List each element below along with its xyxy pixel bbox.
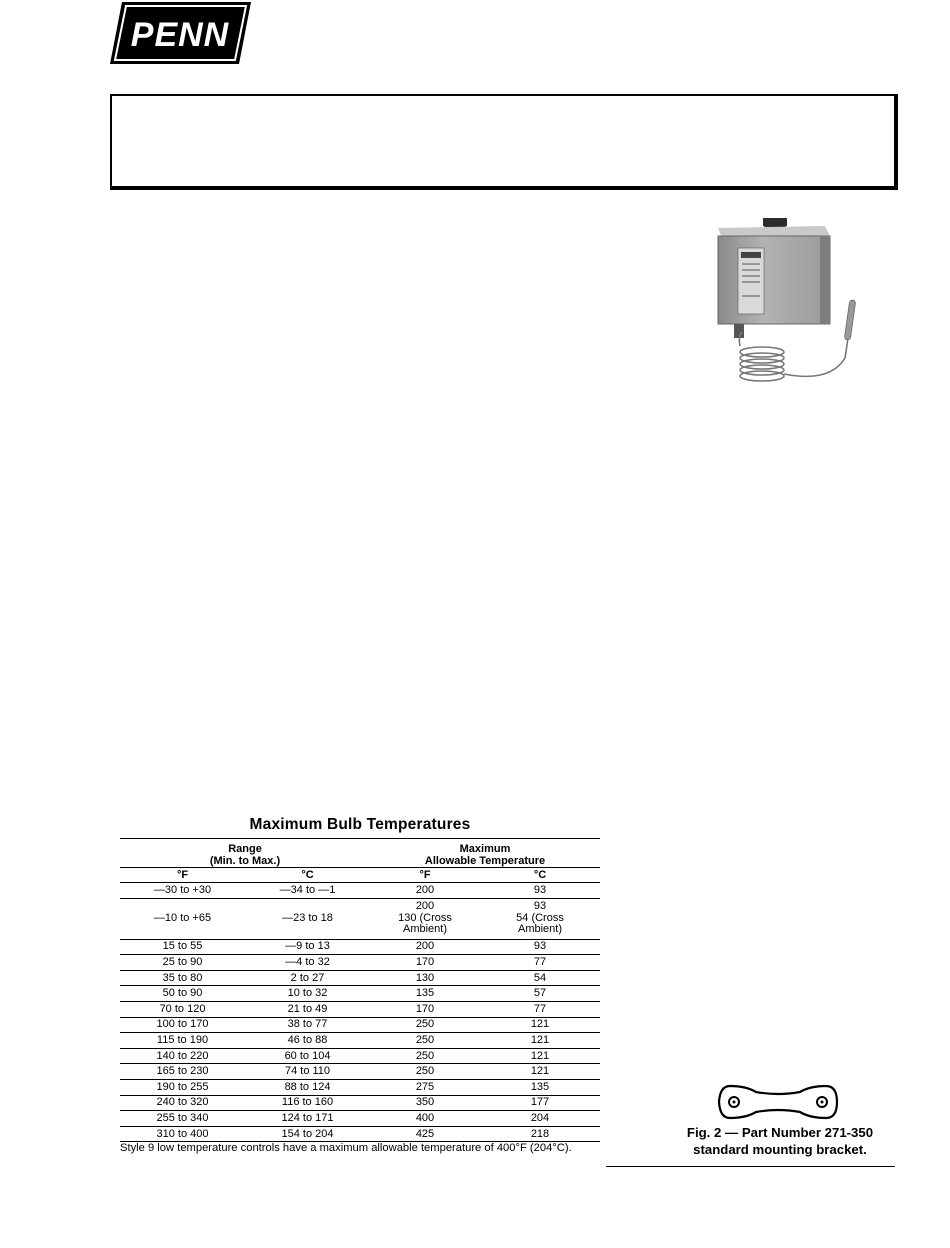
table-row (120, 1079, 600, 1095)
bulb-temperature-table (120, 838, 600, 1142)
table-cell: 200 (370, 883, 480, 899)
divider (606, 1166, 895, 1167)
table-cell: 50 to 90 (120, 986, 245, 1002)
table-cell: 38 to 77 (245, 1017, 370, 1033)
table-note: Style 9 low temperature controls have a maximum allowable temperature of 400°F (204°C). (120, 1142, 572, 1154)
header-box (110, 94, 898, 190)
figure-caption: Fig. 2 — Part Number 271-350 standard mounting bracket. (686, 1125, 874, 1157)
unit-header: °C (245, 868, 370, 883)
table-cell: 200 130 (Cross Ambient) (370, 898, 480, 939)
table-cell: 100 to 170 (120, 1017, 245, 1033)
table-cell: 425 (370, 1126, 480, 1142)
table-cell: 255 to 340 (120, 1111, 245, 1127)
table-row (120, 1048, 600, 1064)
table-cell: 204 (480, 1111, 600, 1127)
mounting-bracket-figure (716, 1078, 840, 1128)
table-cell: 218 (480, 1126, 600, 1142)
table-cell: 10 to 32 (245, 986, 370, 1002)
table-cell: 93 (480, 939, 600, 955)
table-cell: 77 (480, 955, 600, 971)
table-cell: 170 (370, 955, 480, 971)
table-cell: 88 to 124 (245, 1079, 370, 1095)
table-row (120, 1033, 600, 1049)
table-row (120, 898, 600, 939)
table-cell: 46 to 88 (245, 1033, 370, 1049)
unit-header: °F (120, 868, 245, 883)
table-cell: 121 (480, 1033, 600, 1049)
table-cell: 250 (370, 1048, 480, 1064)
table-cell: 135 (480, 1079, 600, 1095)
table-cell: 310 to 400 (120, 1126, 245, 1142)
table-cell: —30 to +30 (120, 883, 245, 899)
unit-header: °C (480, 868, 600, 883)
table-row (120, 1001, 600, 1017)
table-cell: 190 to 255 (120, 1079, 245, 1095)
table-cell: 21 to 49 (245, 1001, 370, 1017)
table-cell: 130 (370, 970, 480, 986)
table-cell: 15 to 55 (120, 939, 245, 955)
product-photo (700, 208, 900, 398)
table-row (120, 939, 600, 955)
table-cell: 177 (480, 1095, 600, 1111)
table-row (120, 1064, 600, 1080)
table-cell: 115 to 190 (120, 1033, 245, 1049)
table-cell: 240 to 320 (120, 1095, 245, 1111)
table-cell: 350 (370, 1095, 480, 1111)
table-row (120, 955, 600, 971)
table-cell: 400 (370, 1111, 480, 1127)
table-cell: 135 (370, 986, 480, 1002)
max-temp-header: Maximum Allowable Temperature (370, 839, 600, 868)
table-body (120, 883, 600, 1142)
table-title: Maximum Bulb Temperatures (249, 816, 471, 833)
table-cell: —10 to +65 (120, 898, 245, 939)
table-row (120, 1017, 600, 1033)
table-row (120, 1126, 600, 1142)
table-cell: 170 (370, 1001, 480, 1017)
table-cell: —34 to —1 (245, 883, 370, 899)
penn-logo (108, 0, 253, 66)
table-cell: 250 (370, 1064, 480, 1080)
unit-header: °F (370, 868, 480, 883)
table-cell: 275 (370, 1079, 480, 1095)
table-cell: 70 to 120 (120, 1001, 245, 1017)
table-cell: 124 to 171 (245, 1111, 370, 1127)
table-row (120, 883, 600, 899)
table-cell: 2 to 27 (245, 970, 370, 986)
table-cell: 60 to 104 (245, 1048, 370, 1064)
table-cell: 93 54 (Cross Ambient) (480, 898, 600, 939)
table-cell: 93 (480, 883, 600, 899)
table-row (120, 1111, 600, 1127)
table-cell: 121 (480, 1064, 600, 1080)
table-cell: 121 (480, 1048, 600, 1064)
table-row (120, 1095, 600, 1111)
table-cell: 165 to 230 (120, 1064, 245, 1080)
table-cell: 250 (370, 1033, 480, 1049)
svg-text:PENN: PENN (130, 16, 230, 54)
table-cell: 121 (480, 1017, 600, 1033)
table-cell: 25 to 90 (120, 955, 245, 971)
range-header: Range (Min. to Max.) (120, 839, 370, 868)
table-cell: 54 (480, 970, 600, 986)
table-cell: —9 to 13 (245, 939, 370, 955)
table-cell: 35 to 80 (120, 970, 245, 986)
table-cell: 154 to 204 (245, 1126, 370, 1142)
table-row (120, 970, 600, 986)
table-cell: 116 to 160 (245, 1095, 370, 1111)
table-cell: —4 to 32 (245, 955, 370, 971)
table-cell: 57 (480, 986, 600, 1002)
table-row (120, 986, 600, 1002)
table-cell: 140 to 220 (120, 1048, 245, 1064)
table-cell: 74 to 110 (245, 1064, 370, 1080)
table-cell: 77 (480, 1001, 600, 1017)
table-cell: 250 (370, 1017, 480, 1033)
table-cell: 200 (370, 939, 480, 955)
table-cell: —23 to 18 (245, 898, 370, 939)
